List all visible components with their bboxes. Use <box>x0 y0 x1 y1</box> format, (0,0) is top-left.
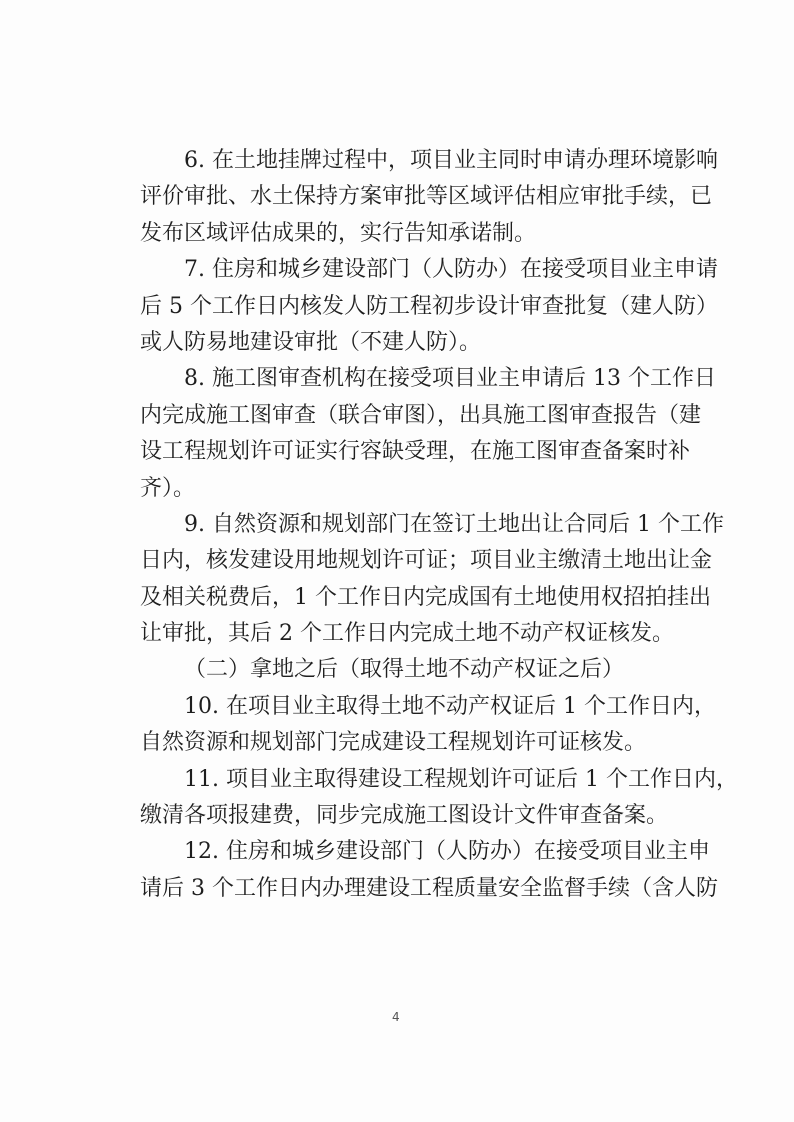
text-line: 评价审批、水土保持方案审批等区域评估相应审批手续，已 <box>140 184 713 210</box>
text-line: 11. 项目业主取得建设工程规划许可证后 1 个工作日内， <box>184 766 738 792</box>
text-line: 自然资源和规划部门完成建设工程规划许可证核发。 <box>140 730 647 756</box>
text-line: 12. 住房和城乡建设部门（人防办）在接受项目业主申 <box>184 839 710 865</box>
text-line: 设工程规划许可证实行容缺受理，在施工图审查备案时补 <box>140 439 691 465</box>
text-line: 及相关税费后，1 个工作日内完成国有土地使用权招拍挂出 <box>140 584 711 610</box>
text-line: 9. 自然资源和规划部门在签订土地出让合同后 1 个工作 <box>184 511 724 537</box>
text-line: 后 5 个工作日内核发人防工程初步设计审查批复（建人防） <box>140 293 718 319</box>
text-line: 10. 在项目业主取得土地不动产权证后 1 个工作日内， <box>184 693 716 719</box>
text-line: 7. 住房和城乡建设部门（人防办）在接受项目业主申请 <box>184 257 718 283</box>
text-line: 内完成施工图审查（联合审图），出具施工图审查报告（建 <box>140 402 702 428</box>
page-number: 4 <box>392 1010 400 1024</box>
text-line: 请后 3 个工作日内办理建设工程质量安全监督手续（含人防 <box>140 875 718 901</box>
text-line: 或人防易地建设审批（不建人防）。 <box>140 329 482 355</box>
text-line: （二）拿地之后（取得土地不动产权证之后） <box>184 657 625 683</box>
text-line: 发布区域评估成果的，实行告知承诺制。 <box>140 220 537 246</box>
text-line: 日内，核发建设用地规划许可证；项目业主缴清土地出让金 <box>140 548 713 574</box>
text-line: 让审批，其后 2 个工作日内完成土地不动产权证核发。 <box>140 621 674 647</box>
text-line: 8. 施工图审查机构在接受项目业主申请后 13 个工作日 <box>184 366 716 392</box>
text-line: 齐）。 <box>140 475 196 501</box>
body-text <box>140 143 738 907</box>
text-line: 缴清各项报建费，同步完成施工图设计文件审查备案。 <box>140 803 669 829</box>
text-line: 6. 在土地挂牌过程中，项目业主同时申请办理环境影响 <box>184 148 718 173</box>
